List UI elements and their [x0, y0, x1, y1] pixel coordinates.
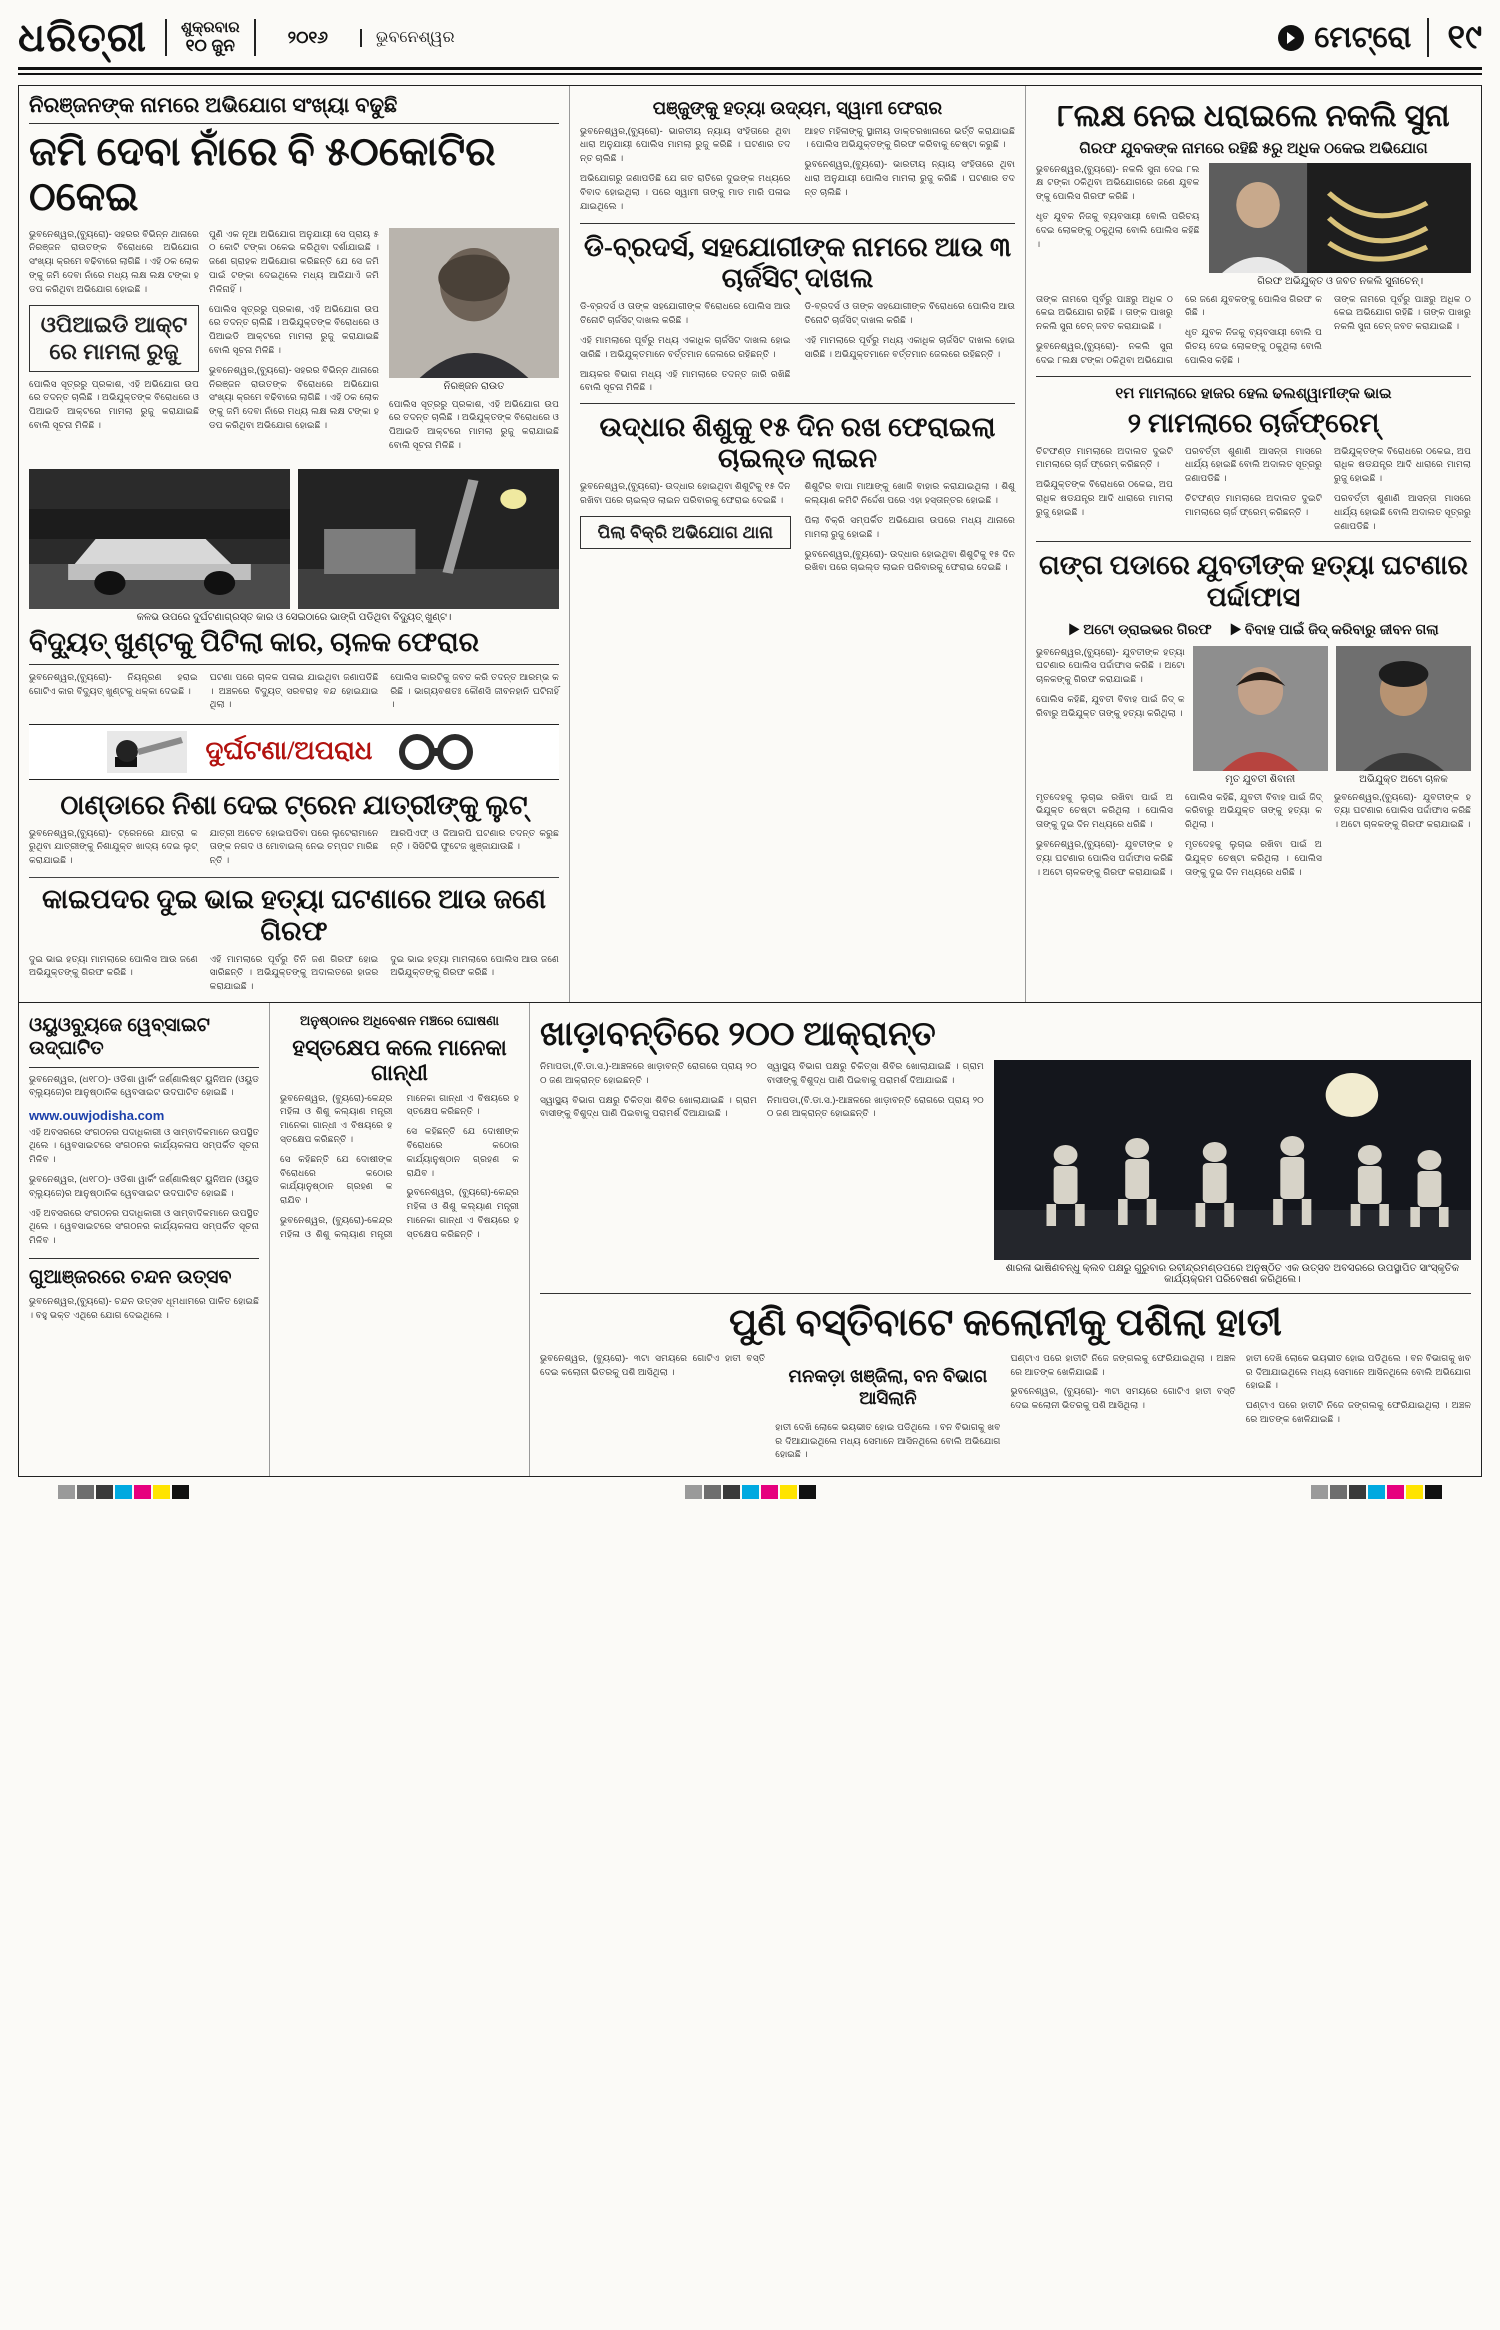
- year-label: ୨୦୧୬: [287, 27, 328, 47]
- date-box: [165, 19, 256, 56]
- kaipada-headline: କାଇପଦର ଦୁଇ ଭାଇ ହତ୍ୟା ଘଟଣାରେ ଆଉ ଜଣେ ଗିରଫ: [29, 877, 559, 946]
- culture-photo: [994, 1060, 1471, 1260]
- child-headline: ଉଦ୍ଧାର ଶିଶୁକୁ ୧୫ ଦିନ ରଖ ଫେରାଇଲା ଚାଇଲ୍ଡ ଲାଇନ: [580, 403, 1015, 474]
- ganga-caption-accused: ଅଭିଯୁକ୍ତ ଅଟୋ ଚାଳକ: [1359, 773, 1448, 785]
- lower-section: [19, 1002, 1481, 1476]
- accident-caption: କଳଭ ଉପରେ ଦୁର୍ଘଟଣାଗ୍ରସ୍ତ କାର ଓ ସେଇଠାରେ ଭାଙ୍ଗି ପଡିଥିବା ବିଦ୍ୟୁତ୍ ଖୁଣ୍ଟ।: [136, 611, 452, 623]
- masthead: [18, 14, 1482, 70]
- page-number: ୧୯: [1427, 18, 1482, 57]
- gold-deck: ଗିରଫ ଯୁବକଙ୍କ ନାମରେ ରହିଛି ୫ରୁ ଅଧିକ ଠକେଇ ଅଭିଯୋଗ: [1079, 139, 1428, 157]
- gold-body-rest: ତାଙ୍କ ନାମରେ ପୂର୍ବରୁ ପାଞ୍ଚରୁ ଅଧିକ ଠକେଇ ଅଭିଯୋଗ ରହିଛି । ତାଙ୍କ ପାଖରୁ ନକଲି ସୁନା ଚେନ୍ ଜବତ କରାଯାଇଛି । ଭୁବନେଶ୍ୱର,(ବ୍ୟୁରୋ)- ନକଲି ସୁନା ଦେଇ ୮ଲକ୍ଷ ଟଙ୍କା ଠକିଥିବା ଅଭିଯୋଗରେ ଜଣେ ଯୁବକଙ୍କୁ ପୋଲିସ ଗିରଫ କରିଛି । ଧୃତ ଯୁବକ ନିଜକୁ ବ୍ୟବସାୟୀ ବୋଲି ପରିଚୟ ଦେଇ ଲୋକଙ୍କୁ ଠକୁଥିଲା ବୋଲି ପୋଲିସ କହିଛି । ତାଙ୍କ ନାମରେ ପୂର୍ବରୁ ପାଞ୍ଚରୁ ଅଧିକ ଠକେଇ ଅଭିଯୋଗ ରହିଛି । ତାଙ୍କ ପାଖରୁ ନକଲି ସୁନା ଚେନ୍ ଜବତ କରାଯାଇଛି ।: [1036, 293, 1471, 365]
- crime-band: [29, 724, 559, 780]
- chargeframe-body: ଚିଟଫଣ୍ଡ ମାମଲାରେ ଅଦାଲତ ଦୁଇଟି ମାମଲାରେ ଚାର୍ଜ ଫ୍ରେମ୍ କରିଛନ୍ତି । ଅଭିଯୁକ୍ତଙ୍କ ବିରୋଧରେ ଠକେଇ, ଅପରାଧିକ ଷଡଯନ୍ତ୍ର ଆଦି ଧାରାରେ ମାମଲା ରୁଜୁ ହୋଇଛି । ପରବର୍ତ୍ତୀ ଶୁଣାଣି ଆସନ୍ତା ମାସରେ ଧାର୍ଯ୍ୟ ହୋଇଛି ବୋଲି ଅଦାଲତ ସୂତ୍ରରୁ ଜଣାପଡିଛି । ଚିଟଫଣ୍ଡ ମାମଲାରେ ଅଦାଲତ ଦୁଇଟି ମାମଲାରେ ଚାର୍ଜ ଫ୍ରେମ୍ କରିଛନ୍ତି । ଅଭିଯୁକ୍ତଙ୍କ ବିରୋଧରେ ଠକେଇ, ଅପରାଧିକ ଷଡଯନ୍ତ୍ର ଆଦି ଧାରାରେ ମାମଲା ରୁଜୁ ହୋଇଛି । ପରବର୍ତ୍ତୀ ଶୁଣାଣି ଆସନ୍ତା ମାସରେ ଧାର୍ଯ୍ୟ ହୋଇଛି ବୋଲି ଅଦାଲତ ସୂତ୍ରରୁ ଜଣାପଡିଛି ।: [1036, 445, 1471, 531]
- ganga-headline: ଗଙ୍ଗ ପଡାରେ ଯୁବତୀଙ୍କ ହତ୍ୟା ଘଟଣାର ପର୍ଦ୍ଦାଫାସ: [1036, 541, 1471, 612]
- year-box: [274, 28, 342, 48]
- play-icon: [1278, 25, 1304, 51]
- gold-body-left: ଭୁବନେଶ୍ୱର,(ବ୍ୟୁରୋ)- ନକଲି ସୁନା ଦେଇ ୮ଲକ୍ଷ ଟଙ୍କା ଠକିଥିବା ଅଭିଯୋଗରେ ଜଣେ ଯୁବକଙ୍କୁ ପୋଲିସ ଗିରଫ କରିଛି । ଧୃତ ଯୁବକ ନିଜକୁ ବ୍ୟବସାୟୀ ବୋଲି ପରିଚୟ ଦେଇ ଲୋକଙ୍କୁ ଠକୁଥିଲା ବୋଲି ପୋଲିସ କହିଛି ।: [1036, 163, 1200, 249]
- maneka-headline: ହସ୍ତକ୍ଷେପ କଲେ ମାନେକା ଗାନ୍ଧୀ: [292, 1034, 507, 1086]
- ganga-body-rest: ମୃତଦେହକୁ ଲୁଚାଇ ରଖିବା ପାଇଁ ଅଭିଯୁକ୍ତ ଚେଷ୍ଟା କରିଥିଲା । ପୋଲିସ ତାଙ୍କୁ ଦୁଇ ଦିନ ମଧ୍ୟରେ ଧରିଛି । ଭୁବନେଶ୍ୱର,(ବ୍ୟୁରୋ)- ଯୁବତୀଙ୍କ ହତ୍ୟା ଘଟଣାର ପୋଲିସ ପର୍ଦ୍ଦାଫାସ କରିଛି । ଅଟୋ ଚାଳକଙ୍କୁ ଗିରଫ କରାଯାଇଛି । ପୋଲିସ କହିଛି, ଯୁବତୀ ବିବାହ ପାଇଁ ଜିଦ୍ କରିବାରୁ ଅଭିଯୁକ୍ତ ତାଙ୍କୁ ହତ୍ୟା କରିଥିଲା । ମୃତଦେହକୁ ଲୁଚାଇ ରଖିବା ପାଇଁ ଅଭିଯୁକ୍ତ ଚେଷ୍ଟା କରିଥିଲା । ପୋଲିସ ତାଙ୍କୁ ଦୁଇ ଦିନ ମଧ୍ୟରେ ଧରିଛି । ଭୁବନେଶ୍ୱର,(ବ୍ୟୁରୋ)- ଯୁବତୀଙ୍କ ହତ୍ୟା ଘଟଣାର ପୋଲିସ ପର୍ଦ୍ଦାଫାସ କରିଛି । ଅଟୋ ଚାଳକଙ୍କୁ ଗିରଫ କରାଯାଇଛି ।: [1036, 791, 1471, 877]
- accident-photo-1: [29, 469, 290, 609]
- masthead-left: [18, 14, 455, 61]
- color-group-2: [685, 1485, 816, 1499]
- ganga-photo-victim: [1193, 646, 1328, 771]
- gold-headline: ୮ଲକ୍ଷ ନେଇ ଧରାଇଲେ ନକଲି ସୁନା: [1057, 98, 1450, 133]
- lead-subbox: ଓପିଆଇଡି ଆକ୍ଟରେ ମାମଲା ରୁଜୁ: [29, 305, 199, 372]
- chargeframe-headline: ୨ ମାମଲାରେ ଚାର୍ଜଫ୍ରେମ୍: [1127, 407, 1380, 438]
- section-label: ମେଟ୍ରୋ: [1314, 20, 1412, 54]
- man-portrait-icon: [1336, 646, 1471, 771]
- crime-band-title: ଦୁର୍ଘଟଣା/ଅପରାଧ: [205, 736, 373, 766]
- guwahati-headline: ଗୁଆଞ୍ଜରରେ ଚନ୍ଦନ ଉତ୍ସବ: [29, 1258, 259, 1290]
- maneka-kicker: ଅନୁଷ୍ଠାନର ଅଧିବେଶନ ମଞ୍ଚରେ ଘୋଷଣା: [299, 1012, 500, 1028]
- dbrothers-headline: ଡି-ବ୍ରଦର୍ସ, ସହଯୋଗୀଙ୍କ ନାମରେ ଆଉ ୩ ଚାର୍ଜସିଟ୍ ଦାଖଲ: [580, 223, 1015, 294]
- chargeframe-kicker: ୧ମ ମାମଲାରେ ହାଜର ହେଲ ଢଲଶ୍ୱାମୀଙ୍କ ଭାଇ: [1115, 384, 1392, 402]
- gold-photo: [1209, 163, 1471, 273]
- ganga-photo-2-wrap: [1336, 646, 1471, 785]
- elephant-body-3: ଘଣ୍ଟାଏ ପରେ ହାତୀଟି ନିଜେ ଜଙ୍ଗଲକୁ ଫେରିଯାଇଥିଲା । ଅଞ୍ଚଳରେ ଆତଙ୍କ ଖେଳିଯାଇଛି । ଭୁବନେଶ୍ୱର, (ବ୍ୟୁରୋ)- ୩ଟା ସମୟରେ ଗୋଟିଏ ହାତୀ ବସ୍ତି ଦେଇ କଲୋନୀ ଭିତରକୁ ପଶି ଆସିଥିଲା ।: [1010, 1352, 1236, 1411]
- panjuku-headline: ପଞ୍ଜୁଙ୍କୁ ହତ୍ୟା ଉଦ୍ୟମ, ସ୍ୱାମୀ ଫେରାର: [652, 98, 943, 118]
- day-label: ଶୁକ୍ରବାର: [180, 19, 240, 37]
- ganga-photo-accused: [1336, 646, 1471, 771]
- gold-photo-caption: ଗିରଫ ଅଭିଯୁକ୍ତ ଓ ଜବତ ନକଲି ସୁନାଚେନ୍।: [1257, 275, 1424, 287]
- section-badge: [1278, 21, 1411, 55]
- masthead-rule: [18, 73, 1482, 75]
- kaipada-body: ଦୁଇ ଭାଇ ହତ୍ୟା ମାମଲାରେ ପୋଲିସ ଆଉ ଜଣେ ଅଭିଯୁକ୍ତଙ୍କୁ ଗିରଫ କରିଛି । ଏହି ମାମଲାରେ ପୂର୍ବରୁ ତିନି ଜଣ ଗିରଫ ହୋଇସାରିଛନ୍ତି । ଅଭିଯୁକ୍ତଙ୍କୁ ଅଦାଲତରେ ହାଜର କରାଯାଇଛି । ଦୁଇ ଭାଇ ହତ୍ୟା ମାମଲାରେ ପୋଲିସ ଆଉ ଜଣେ ଅଭିଯୁକ୍ତଙ୍କୁ ଗିରଫ କରିଛି ।: [29, 953, 559, 992]
- lead-column: [19, 86, 569, 1002]
- woman-portrait-icon: [1193, 646, 1328, 771]
- train-headline: ଠାଣ୍ଡାରେ ନିଶା ଦେଇ ଟ୍ରେନ ଯାତ୍ରୀଙ୍କୁ ଲୁଟ୍: [60, 789, 528, 820]
- color-group-3: [1311, 1485, 1442, 1499]
- ouw-column: [19, 1003, 269, 1476]
- kharabanti-body-2: ସ୍ୱାସ୍ଥ୍ୟ ବିଭାଗ ପକ୍ଷରୁ ଚିକିତ୍ସା ଶିବିର ଖୋଲାଯାଇଛି । ଗ୍ରାମବାସୀଙ୍କୁ ବିଶୁଦ୍ଧ ପାଣି ପିଇବାକୁ ପରାମର୍ଶ ଦିଆଯାଇଛି । ନିମାପଡା,(ବି.ଡା.ସ.)-ଆଞ୍ଚଳରେ ଖାଡ଼ାବନ୍ତି ରୋଗରେ ପ୍ରାୟ ୨୦୦ ଜଣ ଆକ୍ରାନ୍ତ ହୋଇଛନ୍ତି ।: [766, 1061, 984, 1119]
- train-body: ଭୁବନେଶ୍ୱର,(ବ୍ୟୁରୋ)- ଟ୍ରେନରେ ଯାତ୍ରା କରୁଥିବା ଯାତ୍ରୀଙ୍କୁ ନିଶାଯୁକ୍ତ ଖାଦ୍ୟ ଦେଇ ଲୁଟ୍ କରାଯାଇଛି । ଯାତ୍ରୀ ଅଚେତ ହୋଇପଡିବା ପରେ ଲୁଟେରାମାନେ ତାଙ୍କ ନଗଦ ଓ ମୋବାଇଲ୍ ନେଇ ଚମ୍ପଟ ମାରିଛନ୍ତି । ଆରପିଏଫ୍ ଓ ଜିଆରପି ଘଟଣାର ତଦନ୍ତ କରୁଛନ୍ତି । ସିସିଟିଭି ଫୁଟେଜ ଖୁଞ୍ଜାଯାଉଛି ।: [29, 827, 559, 866]
- elephant-pullquote: ମନକଡ଼ା ଖଞ୍ଜିଲା, ବନ ବିଭାଗ ଆସିଲାନି: [788, 1365, 988, 1409]
- middle-column: [569, 86, 1025, 1002]
- accident-photo-2: [298, 469, 559, 609]
- masthead-right: [1278, 18, 1482, 57]
- culture-photo-wrap: [994, 1060, 1471, 1285]
- ouw-website[interactable]: www.ouwjodisha.com: [29, 1108, 165, 1124]
- portrait-icon: [389, 228, 559, 378]
- ouw-headline: ଓୟୁଓବ୍ୟୁଜେ ୱେବ୍‌ସାଇଟ ଉଦ୍‌ଘାଟିତ: [29, 1015, 259, 1068]
- ganga-body-left: ଭୁବନେଶ୍ୱର,(ବ୍ୟୁରୋ)- ଯୁବତୀଙ୍କ ହତ୍ୟା ଘଟଣାର ପୋଲିସ ପର୍ଦ୍ଦାଫାସ କରିଛି । ଅଟୋ ଚାଳକଙ୍କୁ ଗିରଫ କରାଯାଇଛି । ପୋଲିସ କହିଛି, ଯୁବତୀ ବିବାହ ପାଇଁ ଜିଦ୍ କରିବାରୁ ଅଭିଯୁକ୍ତ ତାଙ୍କୁ ହତ୍ୟା କରିଥିଲା ।: [1036, 646, 1185, 718]
- date-label: ୧୦ ଜୁନ: [185, 36, 235, 56]
- suspect-and-chains-icon: [1209, 163, 1471, 273]
- top-section: [19, 86, 1481, 1002]
- ganga-photo-1-wrap: [1193, 646, 1328, 785]
- child-body: ଭୁବନେଶ୍ୱର,(ବ୍ୟୁରୋ)- ଉଦ୍ଧାର ହୋଇଥିବା ଶିଶୁଟିକୁ ୧୫ ଦିନ ରଖିବା ପରେ ଚାଇଲ୍ଡ ଲାଇନ ପରିବାରକୁ ଫେରାଇ ଦେଇଛି । ପିଲା ବିକ୍ରି ଅଭିଯୋଗ ଥାନା ଶିଶୁଟିର ବାପା ମାଆଙ୍କୁ ଖୋଜି ବାହାର କରାଯାଇଥିଲା । ଶିଶୁ କଲ୍ୟାଣ କମିଟି ନିର୍ଦ୍ଦେଶ ପରେ ଏହା ହସ୍ତାନ୍ତର ହୋଇଛି । ପିଲା ବିକ୍ରି ସମ୍ପର୍କିତ ଅଭିଯୋଗ ଉପରେ ମଧ୍ୟ ଥାନାରେ ମାମଲା ରୁଜୁ ହୋଇଛି । ଭୁବନେଶ୍ୱର,(ବ୍ୟୁରୋ)- ଉଦ୍ଧାର ହୋଇଥିବା ଶିଶୁଟିକୁ ୧୫ ଦିନ ରଖିବା ପରେ ଚାଇଲ୍ଡ ଲାଇନ ପରିବାରକୁ ଫେରାଇ ଦେଇଛି ।: [580, 481, 1015, 573]
- gold-photo-wrap: [1209, 163, 1471, 287]
- lead-headline: ଜମି ଦେବା ନାଁରେ ବି ୫୦କୋଟିର ଠକେଇ: [29, 129, 496, 219]
- ouw-body: ଭୁବନେଶ୍ୱର, (ଧ୧୮୦)- ଓଡିଶା ୱାର୍କିଂ ଜର୍ଣ୍ଣାଲିଷ୍ଟ ୟୁନିଅନ (ଓୟୁଡବ୍ଲ୍ୟୁଜେ)ର ଆନୁଷ୍ଠାନିକ ୱେବସାଇଟ ଉଦଘାଟିତ ହୋଇଛି । www.ouwjodisha.com ଏହି ଅବସରରେ ସଂଗଠନର ପଦାଧିକାରୀ ଓ ସାମ୍ବାଦିକମାନେ ଉପସ୍ଥିତ ଥିଲେ । ୱେବସାଇଟରେ ସଂଗଠନର କାର୍ଯ୍ୟକଳାପ ସମ୍ପର୍କିତ ସୂଚନା ମିଳିବ । ଭୁବନେଶ୍ୱର, (ଧ୧୮୦)- ଓଡିଶା ୱାର୍କିଂ ଜର୍ଣ୍ଣାଲିଷ୍ଟ ୟୁନିଅନ (ଓୟୁଡବ୍ଲ୍ୟୁଜେ)ର ଆନୁଷ୍ଠାନିକ ୱେବସାଇଟ ଉଦଘାଟିତ ହୋଇଛି । ଏହି ଅବସରରେ ସଂଗଠନର ପଦାଧିକାରୀ ଓ ସାମ୍ବାଦିକମାନେ ଉପସ୍ଥିତ ଥିଲେ । ୱେବସାଇଟରେ ସଂଗଠନର କାର୍ଯ୍ୟକଳାପ ସମ୍ପର୍କିତ ସୂଚନା ମିଳିବ ।: [29, 1073, 259, 1246]
- kharabanti-body-1: ନିମାପଡା,(ବି.ଡା.ସ.)-ଆଞ୍ଚଳରେ ଖାଡ଼ାବନ୍ତି ରୋଗରେ ପ୍ରାୟ ୨୦୦ ଜଣ ଆକ୍ରାନ୍ତ ହୋଇଛନ୍ତି । ସ୍ୱାସ୍ଥ୍ୟ ବିଭାଗ ପକ୍ଷରୁ ଚିକିତ୍ସା ଶିବିର ଖୋଲାଯାଇଛି । ଗ୍ରାମବାସୀଙ୍କୁ ବିଶୁଦ୍ଧ ପାଣି ପିଇବାକୁ ପରାମର୍ଶ ଦିଆଯାଇଛି ।: [540, 1061, 757, 1119]
- lead-kicker: ନିରଞ୍ଜନଙ୍କ ନାମରେ ଅଭିଯୋଗ ସଂଖ୍ୟା ବଢୁଛି: [29, 94, 559, 124]
- guwahati-body: ଭୁବନେଶ୍ୱର,(ବ୍ୟୁରୋ)- ଚନ୍ଦନ ଉତ୍ସବ ଧୂମଧାମରେ ପାଳିତ ହୋଇଛି । ବହୁ ଭକ୍ତ ଏଥିରେ ଯୋଗ ଦେଇଥିଲେ ।: [29, 1295, 259, 1320]
- content-frame: [18, 85, 1482, 1477]
- maneka-body: ଭୁବନେଶ୍ୱର, (ବ୍ୟୁରୋ)-କେନ୍ଦ୍ର ମହିଳା ଓ ଶିଶୁ କଲ୍ୟାଣ ମନ୍ତ୍ରୀ ମାନେକା ଗାନ୍ଧୀ ଏ ବିଷୟରେ ହସ୍ତକ୍ଷେପ କରିଛନ୍ତି । ସେ କହିଛନ୍ତି ଯେ ଦୋଷୀଙ୍କ ବିରୋଧରେ କଠୋର କାର୍ଯ୍ୟାନୁଷ୍ଠାନ ଗ୍ରହଣ କରାଯିବ । ଭୁବନେଶ୍ୱର, (ବ୍ୟୁରୋ)-କେନ୍ଦ୍ର ମହିଳା ଓ ଶିଶୁ କଲ୍ୟାଣ ମନ୍ତ୍ରୀ ମାନେକା ଗାନ୍ଧୀ ଏ ବିଷୟରେ ହସ୍ତକ୍ଷେପ କରିଛନ୍ତି । ସେ କହିଛନ୍ତି ଯେ ଦୋଷୀଙ୍କ ବିରୋଧରେ କଠୋର କାର୍ଯ୍ୟାନୁଷ୍ଠାନ ଗ୍ରହଣ କରାଯିବ । ଭୁବନେଶ୍ୱର, (ବ୍ୟୁରୋ)-କେନ୍ଦ୍ର ମହିଳା ଓ ଶିଶୁ କଲ୍ୟାଣ ମନ୍ତ୍ରୀ ମାନେକା ଗାନ୍ଧୀ ଏ ବିଷୟରେ ହସ୍ତକ୍ଷେପ କରିଛନ୍ତି ।: [280, 1092, 519, 1239]
- elephant-body-1: ଭୁବନେଶ୍ୱର, (ବ୍ୟୁରୋ)- ୩ଟା ସମୟରେ ଗୋଟିଏ ହାତୀ ବସ୍ତି ଦେଇ କଲୋନୀ ଭିତରକୁ ପଶି ଆସିଥିଲା ।: [540, 1352, 766, 1377]
- city-label: ଭୁବନେଶ୍ୱର: [360, 29, 455, 47]
- ganga-caption-victim: ମୃତ ଯୁବତୀ ଶିବାନୀ: [1225, 773, 1296, 785]
- elephant-headline: ପୁଣି ବସ୍ତିବାଟେ କଲୋନୀକୁ ପଶିଲା ହାତୀ: [540, 1293, 1471, 1346]
- fist-knife-icon: [107, 731, 187, 773]
- lead-photo-caption: ନିରଞ୍ଜନ ରାଉତ: [443, 380, 505, 392]
- crashed-car-icon: [29, 469, 290, 609]
- maneka-column: [269, 1003, 529, 1476]
- dbrothers-body: ଡି-ବ୍ରଦର୍ସ ଓ ତାଙ୍କ ସହଯୋଗୀଙ୍କ ବିରୋଧରେ ପୋଲିସ ଆଉ ତିନୋଟି ଚାର୍ଜସିଟ୍ ଦାଖଲ କରିଛି । ଏହି ମାମଲାରେ ପୂର୍ବରୁ ମଧ୍ୟ ଏକାଧିକ ଚାର୍ଜସିଟ ଦାଖଲ ହୋଇସାରିଛି । ଅଭିଯୁକ୍ତମାନେ ବର୍ତ୍ତମାନ ଜେଲରେ ରହିଛନ୍ତି । ଆୟକର ବିଭାଗ ମଧ୍ୟ ଏହି ମାମଲାରେ ତଦନ୍ତ ଜାରି ରଖିଛି ବୋଲି ସୂଚନା ମିଳିଛି । ଡି-ବ୍ରଦର୍ସ ଓ ତାଙ୍କ ସହଯୋଗୀଙ୍କ ବିରୋଧରେ ପୋଲିସ ଆଉ ତିନୋଟି ଚାର୍ଜସିଟ୍ ଦାଖଲ କରିଛି । ଏହି ମାମଲାରେ ପୂର୍ବରୁ ମଧ୍ୟ ଏକାଧିକ ଚାର୍ଜସିଟ ଦାଖଲ ହୋଇସାରିଛି । ଅଭିଯୁକ୍ତମାନେ ବର୍ତ୍ତମାନ ଜେଲରେ ରହିଛନ୍ତି ।: [580, 301, 1015, 393]
- elephant-pullquote-wrap: ମନକଡ଼ା ଖଞ୍ଜିଲା, ବନ ବିଭାଗ ଆସିଲାନି ହାତୀ ଦେଖି ଲୋକେ ଭୟଭୀତ ହୋଇ ପଡିଥିଲେ । ବନ ବିଭାଗକୁ ଖବର ଦିଆଯାଇଥିଲେ ମଧ୍ୟ ସେମାନେ ଆସିନଥିଲେ ବୋଲି ଅଭିଯୋଗ ହୋଇଛି ।: [775, 1352, 1000, 1468]
- child-subbox: ପିଲା ବିକ୍ରି ଅଭିଯୋଗ ଥାନା: [580, 516, 791, 549]
- right-column: [1025, 86, 1481, 1002]
- handcuffs-icon: [391, 731, 481, 773]
- dance-performance-icon: [994, 1060, 1471, 1260]
- car-headline: ବିଦ୍ୟୁତ୍ ଖୁଣ୍ଟକୁ ପିଟିଲା କାର, ଚାଳକ ଫେରାର: [29, 627, 559, 665]
- color-group-1: [58, 1485, 189, 1499]
- culture-photo-caption: ଶାରଳା ଭାଷିଣବନ୍ଧୁ କ୍ଲବ ପକ୍ଷରୁ ଗୁରୁବାର ରବୀନ୍ଦ୍ରମଣ୍ଡପରେ ଅନୁଷ୍ଠିତ ଏକ ଉତ୍ସବ ଅବସରରେ ଉପସ୍ଥାପିତ ସାଂସ୍କୃତିକ କାର୍ଯ୍ୟକ୍ରମ ପରିବେଷଣ କରିଥିଲେ।: [1005, 1263, 1460, 1286]
- lead-photo-wrap: ନିରଞ୍ଜନ ରାଉତ ପୋଲିସ ସୂତ୍ରରୁ ପ୍ରକାଶ, ଏହି ଅଭିଯୋଗ ଉପରେ ତଦନ୍ତ ଚାଲିଛି । ଅଭିଯୁକ୍ତଙ୍କ ବିରୋଧରେ ଓପିଆଇଡି ଆକ୍ଟରେ ମାମଲା ରୁଜୁ କରାଯାଇଛି ବୋଲି ସୂଚନା ମିଳିଛି ।: [389, 228, 559, 459]
- lead-body-col2: ପୁଣି ଏକ ନୂଆ ଅଭିଯୋଗ ଅନୁଯାୟୀ ସେ ପ୍ରାୟ ୫୦ କୋଟି ଟଙ୍କା ଠକେଇ କରିଥିବା ଦର୍ଶାଯାଇଛି । ଜଣେ ଗ୍ରାହକ ଅଭିଯୋଗ କରିଛନ୍ତି ଯେ ସେ ଜମି ପାଇଁ ଟଙ୍କା ଦେଇଥିଲେ ମଧ୍ୟ ଆଜିଯାଏଁ ଜମି ମିଳିନାହିଁ । ପୋଲିସ ସୂତ୍ରରୁ ପ୍ରକାଶ, ଏହି ଅଭିଯୋଗ ଉପରେ ତଦନ୍ତ ଚାଲିଛି । ଅଭିଯୁକ୍ତଙ୍କ ବିରୋଧରେ ଓପିଆଇଡି ଆକ୍ଟରେ ମାମଲା ରୁଜୁ କରାଯାଇଛି ବୋଲି ସୂଚନା ମିଳିଛି । ଭୁବନେଶ୍ୱର,(ବ୍ୟୁରୋ)- ସହରର ବିଭିନ୍ନ ଥାନାରେ ନିରଞ୍ଜନ ରାଉତଙ୍କ ବିରୋଧରେ ଅଭିଯୋଗ ସଂଖ୍ୟା କ୍ରମେ ବଢିବାରେ ଲାଗିଛି । ଏହି ଠକ ଲୋକଙ୍କୁ ଜମି ଦେବା ନାଁରେ ମଧ୍ୟ ଲକ୍ଷ ଲକ୍ଷ ଟଙ୍କା ହଡପ କରିଥିବା ଅଭିଯୋଗ ହୋଇଛି ।: [209, 228, 380, 430]
- car-body: ଭୁବନେଶ୍ୱର,(ବ୍ୟୁରୋ)- ନିୟନ୍ତ୍ରଣ ହରାଇ ଗୋଟିଏ କାର ବିଦ୍ୟୁତ୍ ଖୁଣ୍ଟକୁ ଧକ୍କା ଦେଇଛି । ଘଟଣା ପରେ ଚାଳକ ପଳାଇ ଯାଇଥିବା ଜଣାପଡିଛି । ଅଞ୍ଚଳରେ ବିଦ୍ୟୁତ୍ ସରବରାହ ବନ୍ଦ ହୋଇଯାଇଥିଲା । ପୋଲିସ କାରଟିକୁ ଜବତ କରି ତଦନ୍ତ ଆରମ୍ଭ କରିଛି । ଭାଗ୍ୟବଶତଃ କୌଣସି ଜୀବନହାନି ଘଟିନାହିଁ ।: [29, 671, 559, 710]
- kharabanti-column: [529, 1003, 1481, 1476]
- publication-logo: ଧରିତ୍ରୀ: [18, 15, 147, 60]
- lead-photo: [389, 228, 559, 378]
- lead-body-col1: ଭୁବନେଶ୍ୱର,(ବ୍ୟୁରୋ)- ସହରର ବିଭିନ୍ନ ଥାନାରେ ନିରଞ୍ଜନ ରାଉତଙ୍କ ବିରୋଧରେ ଅଭିଯୋଗ ସଂଖ୍ୟା କ୍ରମେ ବଢିବାରେ ଲାଗିଛି । ଏହି ଠକ ଲୋକଙ୍କୁ ଜମି ଦେବା ନାଁରେ ମଧ୍ୟ ଲକ୍ଷ ଲକ୍ଷ ଟଙ୍କା ହଡପ କରିଥିବା ଅଭିଯୋଗ ହୋଇଛି । ଓପିଆଇଡି ଆକ୍ଟରେ ମାମଲା ରୁଜୁ ପୋଲିସ ସୂତ୍ରରୁ ପ୍ରକାଶ, ଏହି ଅଭିଯୋଗ ଉପରେ ତଦନ୍ତ ଚାଲିଛି । ଅଭିଯୁକ୍ତଙ୍କ ବିରୋଧରେ ଓପିଆଇଡି ଆକ୍ଟରେ ମାମଲା ରୁଜୁ କରାଯାଇଛି ବୋଲି ସୂଚନା ମିଳିଛି ।: [29, 228, 200, 430]
- print-registration-bars: [18, 1485, 1482, 1499]
- elephant-body-4: ହାତୀ ଦେଖି ଲୋକେ ଭୟଭୀତ ହୋଇ ପଡିଥିଲେ । ବନ ବିଭାଗକୁ ଖବର ଦିଆଯାଇଥିଲେ ମଧ୍ୟ ସେମାନେ ଆସିନଥିଲେ ବୋଲି ଅଭିଯୋଗ ହୋଇଛି । ଘଣ୍ଟାଏ ପରେ ହାତୀଟି ନିଜେ ଜଙ୍ଗଲକୁ ଫେରିଯାଇଥିଲା । ଅଞ୍ଚଳରେ ଆତଙ୍କ ଖେଳିଯାଇଛି ।: [1245, 1352, 1471, 1424]
- ganga-bullet-2: ▶ ବିବାହ ପାଇଁ ଜିଦ୍ କରିବାରୁ ଜୀବନ ଗଲା: [1229, 620, 1439, 637]
- ganga-bullet-1: ▶ ଅଟୋ ଡ୍ରାଇଭର ଗିରଫ: [1068, 620, 1212, 637]
- broken-pole-icon: [298, 469, 559, 609]
- kharabanti-headline: ଖାଡ଼ାବନ୍ତିରେ ୨୦୦ ଆକ୍ରାନ୍ତ: [540, 1015, 936, 1053]
- panjuku-body: ଭୁବନେଶ୍ୱର,(ବ୍ୟୁରୋ)- ଭାରତୀୟ ନ୍ୟାୟ ସଂହିତାରେ ଥିବା ଧାରା ଅନୁଯାୟୀ ପୋଲିସ ମାମଲା ରୁଜୁ କରିଛି । ଘଟଣାର ତଦନ୍ତ ଚାଲିଛି । ଅଭିଯୋଗରୁ ଜଣାପଡିଛି ଯେ ଗତ ରାତିରେ ଦୁଇଙ୍କ ମଧ୍ୟରେ ବିବାଦ ହୋଇଥିଲା । ପରେ ସ୍ୱାମୀ ତାଙ୍କୁ ମାଡ ମାରି ପଳାଇ ଯାଇଥିଲେ । ଆହତ ମହିଳାଙ୍କୁ ସ୍ଥାନୀୟ ଡାକ୍ତରଖାନାରେ ଭର୍ତ୍ତି କରାଯାଇଛି । ପୋଲିସ ଅଭିଯୁକ୍ତଙ୍କୁ ଗିରଫ କରିବାକୁ ଚେଷ୍ଟା କରୁଛି । ଭୁବନେଶ୍ୱର,(ବ୍ୟୁରୋ)- ଭାରତୀୟ ନ୍ୟାୟ ସଂହିତାରେ ଥିବା ଧାରା ଅନୁଯାୟୀ ପୋଲିସ ମାମଲା ରୁଜୁ କରିଛି । ଘଟଣାର ତଦନ୍ତ ଚାଲିଛି ।: [580, 125, 1015, 211]
